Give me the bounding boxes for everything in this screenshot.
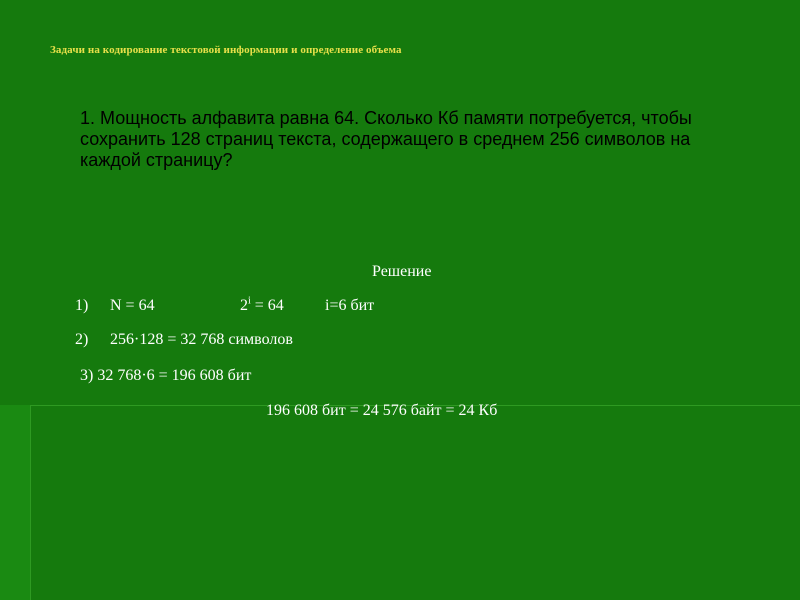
final-answer: 196 608 бит = 24 576 байт = 24 Кб bbox=[266, 402, 498, 419]
step1-equation bbox=[240, 297, 284, 315]
step1-result: i=6 бит bbox=[325, 297, 375, 314]
step1-equation-rest: = 64 bbox=[250, 297, 284, 314]
step3-text: 3) 32 768·6 = 196 608 бит bbox=[80, 367, 252, 384]
background-panel-bottom bbox=[30, 405, 800, 600]
step1-alphabet-power: N = 64 bbox=[110, 297, 155, 314]
slide-header: Задачи на кодирование текстовой информации и определение объема bbox=[50, 44, 402, 56]
solution-title: Решение bbox=[372, 263, 432, 280]
step1-equation-base: 2 bbox=[240, 297, 248, 314]
step2-text: 256·128 = 32 768 символов bbox=[110, 331, 293, 348]
step1-equation-exponent: i bbox=[248, 295, 251, 307]
problem-statement: 1. Мощность алфавита равна 64. Сколько Кб памяти потребуется, чтобы сохранить 128 страниц текста, содержащего в среднем 256 символов на каждой страницу? bbox=[80, 108, 692, 170]
step2-number: 2) bbox=[75, 331, 89, 348]
frame-line-left bbox=[30, 405, 31, 600]
step1-number: 1) bbox=[75, 297, 89, 314]
